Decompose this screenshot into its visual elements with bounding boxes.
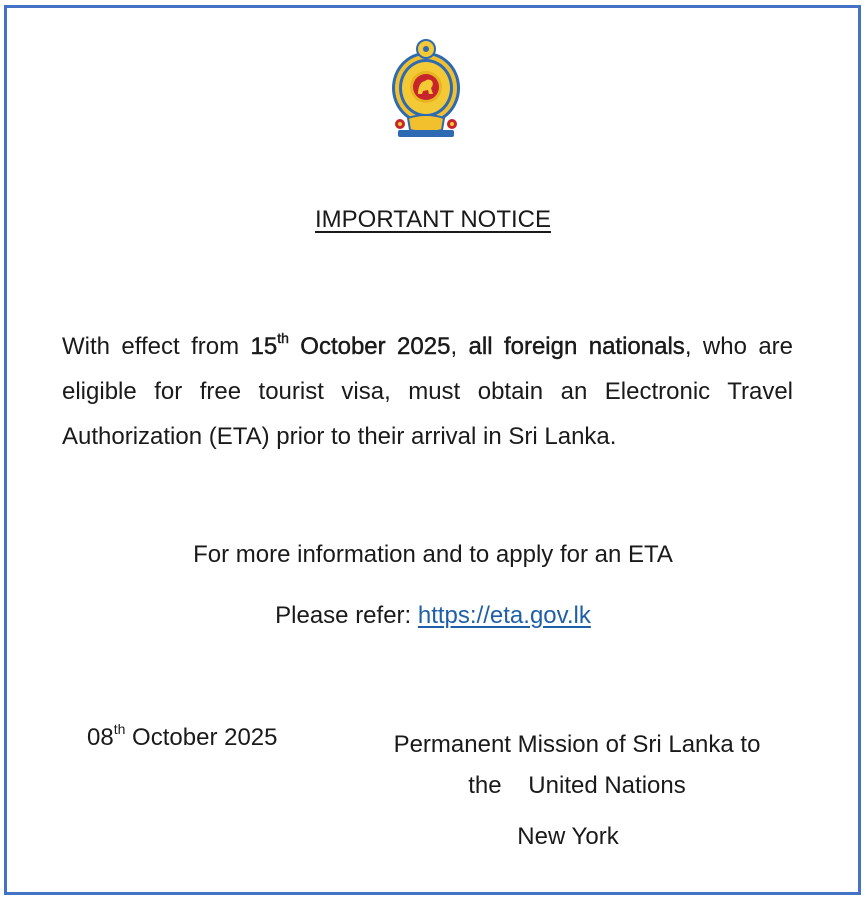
notice-title: IMPORTANT NOTICE xyxy=(314,206,551,233)
affected-group: all foreign nationals xyxy=(468,333,685,360)
signatory-line-2: the United Nations xyxy=(468,772,686,799)
refer-line xyxy=(0,602,866,630)
body-text-rest: , who are eligible for free tourist visa, must obtain an Electronic Travel Authorization (ETA) prior to their arrival in Sri Lanka. xyxy=(62,333,793,450)
body-text-separator: , xyxy=(450,333,469,360)
signatory-city: New York xyxy=(517,823,619,850)
info-line: For more information and to apply for an ETA xyxy=(193,541,673,568)
issue-date: 08th October 2025 xyxy=(87,721,278,751)
refer-prefix: Please refer: xyxy=(275,602,418,629)
effective-date: 15th October 2025 xyxy=(250,330,451,360)
notice-body-paragraph xyxy=(62,324,793,459)
sri-lanka-national-emblem xyxy=(388,38,464,140)
body-text-intro: With effect from xyxy=(62,333,251,360)
eta-website-link[interactable]: https://eta.gov.lk xyxy=(417,602,591,629)
signatory-block xyxy=(370,724,784,806)
signatory-line-1: Permanent Mission of Sri Lanka to xyxy=(393,731,761,758)
